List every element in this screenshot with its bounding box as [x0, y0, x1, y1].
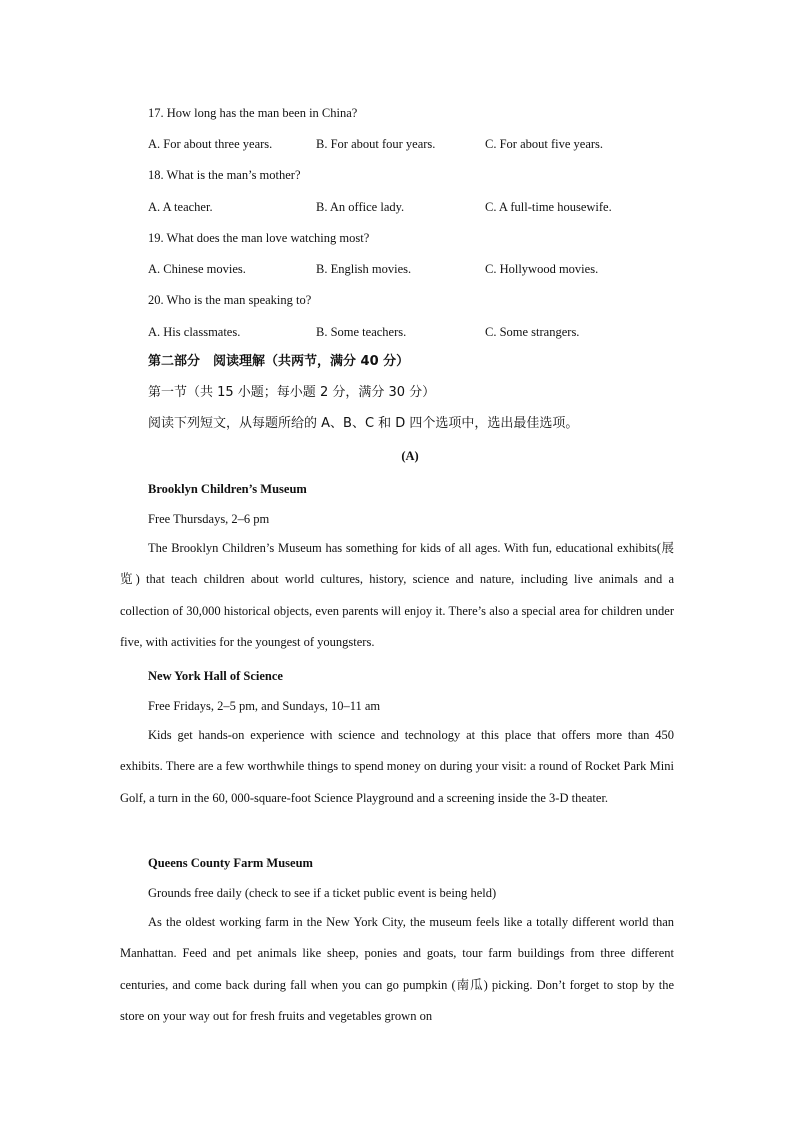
museum-2-hours: Free Fridays, 2–5 pm, and Sundays, 10–11 am [148, 699, 381, 713]
q20-option-c: C. Some strangers. [485, 325, 580, 339]
q18-option-a: A. A teacher. [148, 200, 213, 214]
q19-option-a: A. Chinese movies. [148, 262, 246, 276]
museum-3-name: Queens County Farm Museum [148, 856, 313, 870]
q17-option-c: C. For about five years. [485, 137, 604, 151]
museum-1-hours: Free Thursdays, 2–6 pm [148, 512, 270, 526]
q17-option-a: A. For about three years. [148, 137, 273, 151]
reading-instructions: 阅读下列短文，从每题所给的 A、B、C 和 D 四个选项中，选出最佳选项。 [148, 416, 579, 431]
q18-option-b: B. An office lady. [316, 200, 405, 214]
q18-option-c: C. A full-time housewife. [485, 200, 612, 214]
question-18: 18. What is the man’s mother? [148, 168, 301, 182]
question-17: 17. How long has the man been in China? [148, 106, 358, 120]
passage-label: (A) [401, 449, 419, 463]
question-19: 19. What does the man love watching most? [148, 231, 370, 245]
part2-heading: 第二部分 阅读理解（共两节，满分 40 分） [148, 354, 410, 369]
q17-option-b: B. For about four years. [316, 137, 436, 151]
museum-1-description: The Brooklyn Children’s Museum has something for kids of all ages. With fun, educational exhibits(展览) that teach children about world cultures, history, science and nature, including live animals and a collection of 30,000 historical objects, even parents will enjoy it. There’s also a special area for children under five, with activities for the youngest of youngsters. [120, 541, 674, 649]
q19-option-c: C. Hollywood movies. [485, 262, 599, 276]
museum-2-description: Kids get hands-on experience with science and technology at this place that offers more than 450 exhibits. There are a few worthwhile things to spend money on during your visit: a round of Rocket Park Mini Golf, a turn in the 60, 000-square-foot Science Playground and a screening inside the 3-D theater. [120, 728, 674, 805]
museum-1-name: Brooklyn Children’s Museum [148, 482, 307, 496]
q20-option-b: B. Some teachers. [316, 325, 407, 339]
section1-heading: 第一节（共 15 小题；每小题 2 分，满分 30 分） [148, 385, 436, 400]
question-20: 20. Who is the man speaking to? [148, 293, 312, 307]
q20-option-a: A. His classmates. [148, 325, 241, 339]
museum-2-name: New York Hall of Science [148, 669, 283, 683]
museum-3-description: As the oldest working farm in the New York City, the museum feels like a totally different world than Manhattan. Feed and pet animals like sheep, ponies and goats, tour farm buildings from three different centuries, and come back during fall when you can go pumpkin (南瓜) picking. Don’t forget to stop by the store on your way out for fresh fruits and vegetables grown on [120, 915, 674, 1023]
museum-3-hours: Grounds free daily (check to see if a ticket public event is being held) [148, 886, 497, 900]
q19-option-b: B. English movies. [316, 262, 412, 276]
